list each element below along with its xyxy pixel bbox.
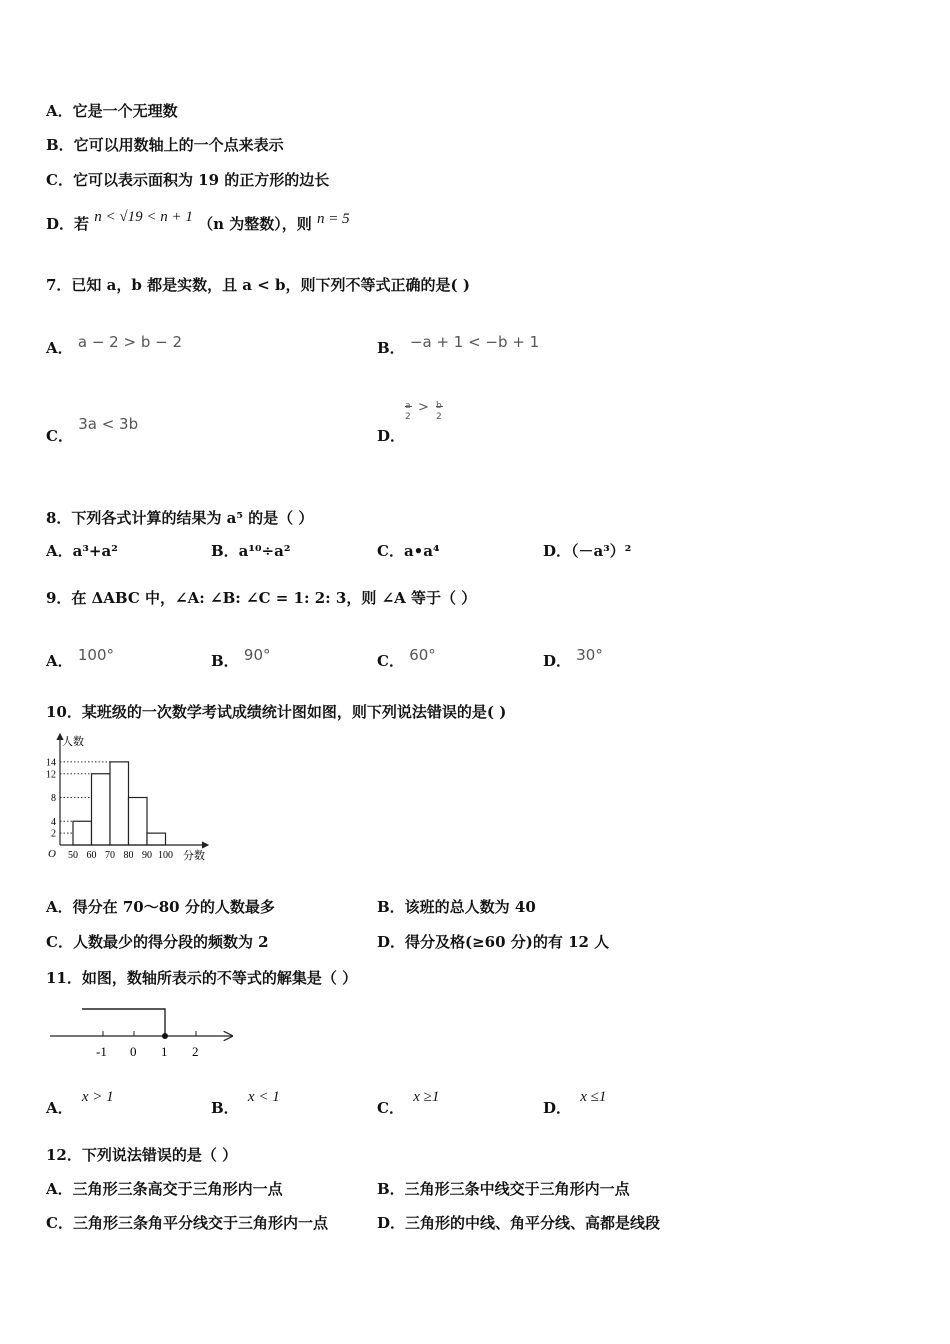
q8-option-c: C．a•a⁴	[377, 542, 440, 560]
x-tick-label: 90	[142, 850, 152, 861]
solution-ray	[82, 1009, 165, 1036]
q11-stem: 11．如图，数轴所表示的不等式的解集是（ ）	[46, 969, 358, 987]
q12-option-c: C．三角形三条角平分线交于三角形内一点	[46, 1214, 328, 1232]
q11-b-label: B．	[211, 1099, 239, 1117]
y-tick-label: 8	[51, 793, 56, 804]
q6-d-label: D．若	[46, 215, 90, 233]
x-tick-label: 50	[68, 850, 78, 861]
solid-point	[162, 1033, 168, 1039]
q8-option-d: D．（－a³）²	[543, 542, 632, 560]
q11-a-expr: x > 1	[81, 1089, 114, 1105]
q9-option-b	[211, 646, 271, 671]
q7-b-expr: −a + 1 < −b + 1	[409, 333, 540, 351]
q9-stem: 9．在 ΔABC 中，∠A: ∠B: ∠C = 1: 2: 3，则 ∠A 等于（ ）	[46, 589, 477, 607]
y-tick-label: 12	[46, 769, 56, 781]
q11-b-expr: x < 1	[247, 1089, 280, 1105]
q11-d-expr: x ≤1	[580, 1089, 607, 1105]
y-axis-label: 人数	[62, 736, 84, 748]
q9-b-label: B．	[211, 652, 239, 670]
x-tick-label: 80	[123, 850, 134, 861]
q12-stem: 12．下列说法错误的是（ ）	[46, 1146, 238, 1164]
q9-c-value: 60°	[409, 646, 436, 664]
q8-option-a: A．a³+a²	[46, 542, 118, 560]
q12-option-d: D．三角形的中线、角平分线、高都是线段	[377, 1214, 661, 1232]
q7-d-expr: a 2 > b 2	[405, 400, 442, 422]
q10-option-d: D．得分及格(≥60 分)的有 12 人	[377, 933, 610, 951]
q11-option-b	[211, 1089, 280, 1119]
q11-option-c	[377, 1089, 440, 1119]
q9-option-d	[543, 646, 603, 671]
q8-option-b: B．a¹⁰÷a²	[211, 542, 291, 560]
q11-option-a	[46, 1089, 114, 1119]
q7-d-label: D．	[377, 427, 406, 445]
q6-d-expr: n < √19 < n + 1	[94, 209, 193, 225]
q7-b-label: B．	[377, 339, 405, 357]
q9-option-a	[46, 646, 115, 671]
q7-c-label: C．	[46, 427, 73, 445]
q11-option-d	[543, 1089, 607, 1119]
number-line	[44, 1000, 244, 1065]
q6-option-d	[46, 209, 350, 235]
q7-stem: 7．已知 a，b 都是实数，且 a < b，则下列不等式正确的是( )	[46, 276, 470, 294]
q10-option-c: C．人数最少的得分段的频数为 2	[46, 933, 269, 951]
q9-b-value: 90°	[243, 646, 271, 664]
tick-label-0: 0	[130, 1044, 137, 1059]
y-tick-label: 4	[51, 816, 56, 828]
q10-stem: 10．某班级的一次数学考试成绩统计图如图，则下列说法错误的是( )	[46, 703, 507, 721]
score-histogram	[40, 730, 220, 868]
q6-d-result: n = 5	[316, 211, 350, 227]
histogram-bar-90-100	[147, 833, 166, 845]
y-tick-label: 14	[46, 757, 56, 769]
q9-a-value: 100°	[77, 646, 115, 664]
x-axis-label: 分数	[183, 850, 205, 862]
q10-option-a: A．得分在 70～80 分的人数最多	[46, 898, 275, 916]
q7-option-a	[46, 333, 182, 358]
x-tick-label: 70	[105, 850, 115, 861]
q10-option-b: B．该班的总人数为 40	[377, 898, 536, 916]
q9-a-label: A．	[46, 652, 73, 670]
histogram-bar-50-60	[73, 821, 92, 845]
q9-option-c	[377, 646, 436, 671]
q11-d-label: D．	[543, 1099, 572, 1117]
q9-d-value: 30°	[576, 646, 603, 664]
q12-option-a: A．三角形三条高交于三角形内一点	[46, 1180, 283, 1198]
x-tick-label: 100	[158, 850, 173, 861]
x-tick-label: 60	[86, 850, 97, 861]
histogram-bar-80-90	[129, 798, 148, 846]
q7-option-d	[377, 400, 442, 446]
q7-a-expr: a − 2 > b − 2	[77, 333, 182, 351]
histogram-bar-70-80	[110, 762, 129, 845]
origin-label: O	[48, 848, 56, 860]
q8-stem: 8．下列各式计算的结果为 a⁵ 的是（ ）	[46, 509, 314, 527]
tick-label-2: 2	[192, 1044, 199, 1059]
q6-option-c: C．它可以表示面积为 19 的正方形的边长	[46, 171, 330, 189]
q7-option-c	[46, 415, 139, 446]
q12-option-b: B．三角形三条中线交于三角形内一点	[377, 1180, 630, 1198]
histogram-bar-60-70	[92, 774, 111, 845]
tick-label-1: 1	[161, 1044, 168, 1059]
q6-d-mid: （n 为整数），则	[198, 215, 312, 233]
q11-c-label: C．	[377, 1099, 404, 1117]
y-tick-label: 2	[51, 828, 56, 840]
q6-option-a: A．它是一个无理数	[46, 102, 178, 120]
q6-option-b: B．它可以用数轴上的一个点来表示	[46, 136, 284, 154]
q9-d-label: D．	[543, 652, 572, 670]
q11-a-label: A．	[46, 1099, 73, 1117]
q7-option-b	[377, 333, 540, 358]
q7-a-label: A．	[46, 339, 73, 357]
tick-label-neg1: -1	[96, 1044, 107, 1059]
q7-c-expr: 3a < 3b	[78, 415, 139, 433]
q11-c-expr: x ≥1	[413, 1089, 440, 1105]
q9-c-label: C．	[377, 652, 404, 670]
